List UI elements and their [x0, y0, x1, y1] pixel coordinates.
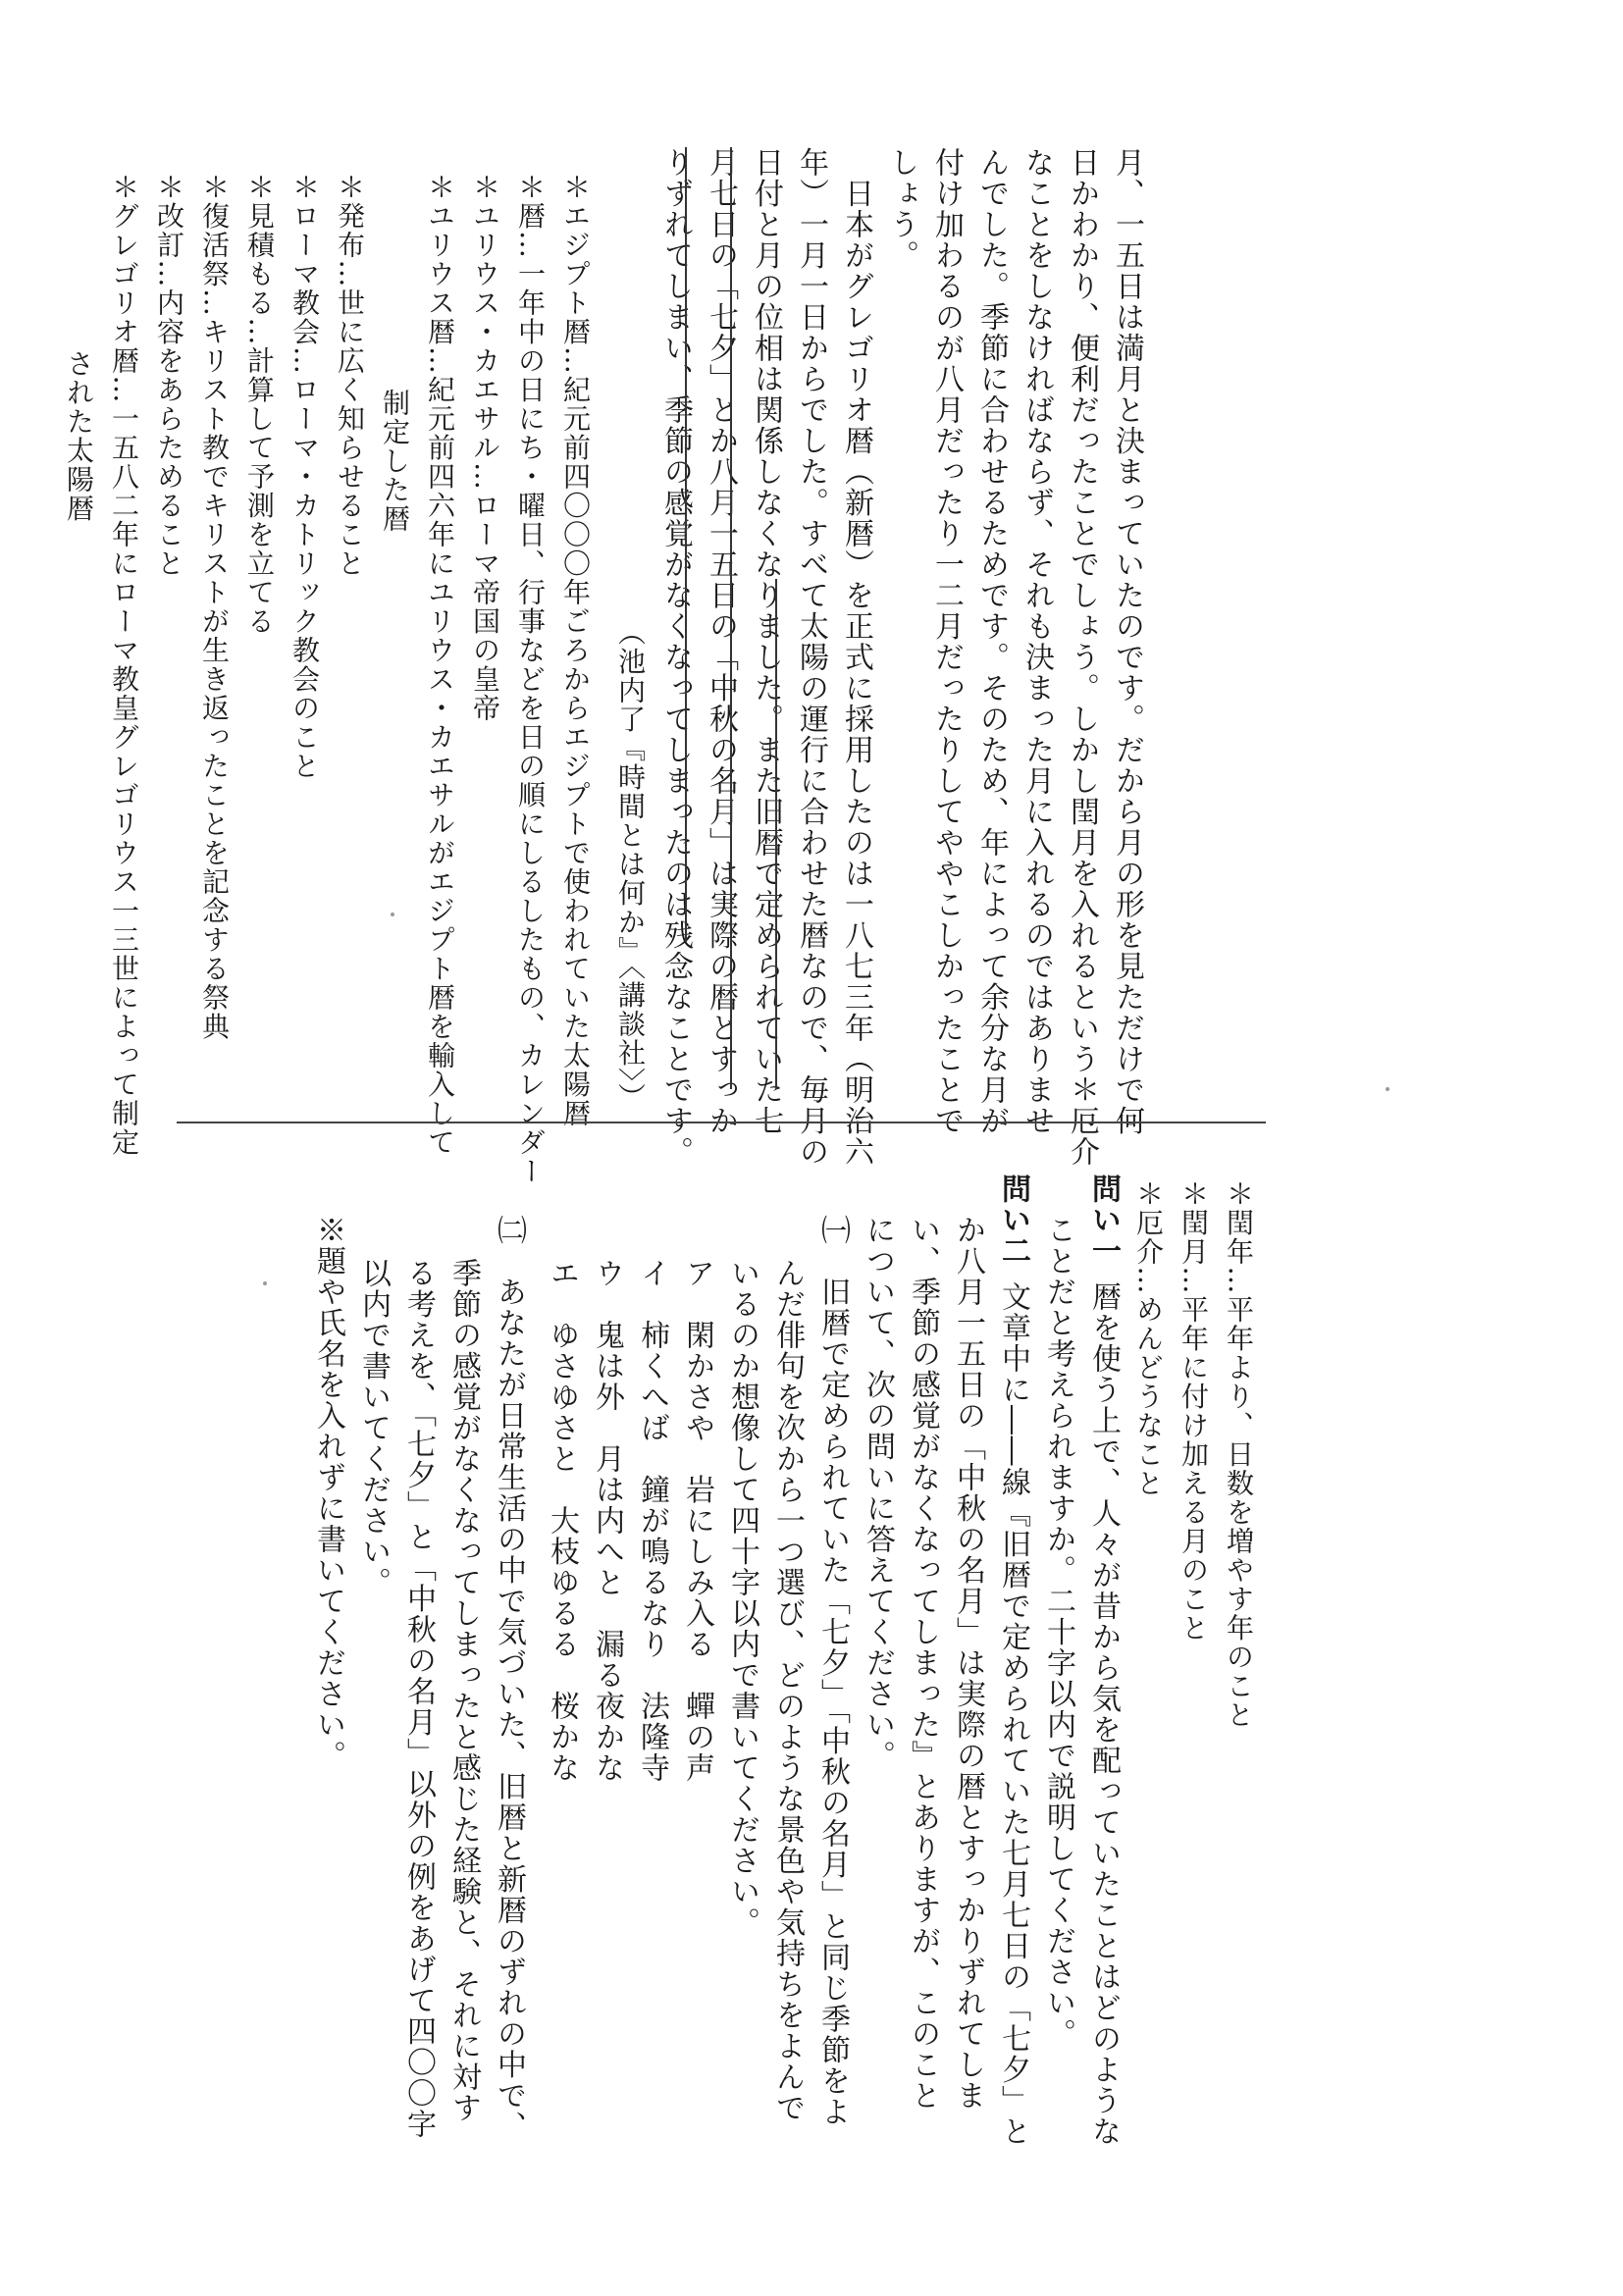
lower-note-3: ＊厄介…めんどうなこと	[1132, 1179, 1165, 1498]
passage-line-5: 付け加わるのが八月だったり一二月だったりしてややこしかったことで	[929, 147, 964, 1136]
question-1-line-2: ことだと考えられますか。二十字以内で説明してください。	[1041, 1215, 1075, 2050]
subquestion-1-line-1: ㈠ 旧暦で定められていた「七夕」「中秋の名月」と同じ季節をよ	[815, 1215, 850, 2127]
note-2: ＊暦…一年中の日にち・曜日、行事などを日の順にしるしたもの、カレンダー	[514, 173, 547, 1186]
note-10: ＊グレゴリオ暦…一五八二年にローマ教皇グレゴリウス一三世によって制定	[108, 173, 140, 1157]
note-7: ＊見積もる…計算して予測を立てる	[243, 173, 276, 636]
haiku-option-u: ウ 鬼は外 月は内へと 漏る夜かな	[590, 1258, 624, 1784]
haiku-option-e: エ ゆさゆさと 大枝ゆるる 桜かな	[545, 1258, 579, 1784]
question-2-line-2: か八月一五日の「中秋の名月」は実際の暦とすっかりずれてしま	[951, 1215, 985, 2112]
lower-note-1: ＊閏年…平年より、日数を増やす年のこと	[1223, 1179, 1255, 1730]
note-4: ＊ユリウス暦…紀元前四六年にユリウス・カエサルがエジプト暦を輸入して	[424, 173, 456, 1157]
subquestion-2-line-5: ※題や氏名を入れずに書いてください。	[311, 1215, 345, 1771]
note-6: ＊ローマ教会…ローマ・カトリック教会のこと	[288, 173, 321, 781]
note-9: ＊改訂…内容をあらためること	[153, 173, 185, 578]
subquestion-2-line-4: 以内で書いてください。	[356, 1258, 391, 1598]
underline-mark-1	[775, 579, 777, 1089]
haiku-option-a: ア 閑かさや 岩にしみ入る 蟬の声	[680, 1258, 714, 1784]
underline-mark-3	[685, 147, 687, 942]
passage-line-4: んでした。季節に合わせるためです。そのため、年によって余分な月が	[974, 147, 1009, 1136]
passage-line-8: 年）一月一日からでした。すべて太陽の運行に合わせた暦なので、毎月の	[794, 147, 828, 1168]
haiku-option-i: イ 柿くへば 鐘が鳴るなり 法隆寺	[635, 1258, 669, 1784]
scan-speck	[391, 913, 394, 916]
subquestion-2-line-3: る考えを、「七夕」と「中秋の名月」以外の例をあげて四〇〇字	[401, 1258, 436, 2140]
note-8: ＊復活祭…キリスト教でキリストが生き返ったことを記念する祭典	[198, 173, 231, 1041]
question-1-label: 問い一	[1086, 1174, 1121, 1267]
lower-note-2: ＊閏月…平年に付け加える月のこと	[1178, 1179, 1210, 1643]
question-2-line-1: 文章中に――線『旧暦で定められていた七月七日の「七夕」と	[996, 1281, 1030, 2147]
passage-line-7: 日本がグレゴリオ暦（新暦）を正式に採用したのは一八七三年（明治六	[839, 147, 873, 1168]
subquestion-2-line-1: ㈡ あなたが日常生活の中で気づいた、旧暦と新暦のずれの中で、	[492, 1215, 526, 2142]
question-1-line-1: 暦を使う上で、人々が昔から気を配っていたことはどのような	[1086, 1281, 1121, 2147]
note-3: ＊ユリウス・カエサル…ローマ帝国の皇帝	[469, 173, 501, 723]
scan-speck	[263, 1281, 267, 1285]
subquestion-2-line-2: 季節の感覚がなくなってしまったと感じた経験と、それに対す	[446, 1258, 481, 2123]
note-10-cont: された太陽暦	[63, 349, 95, 523]
subquestion-1-line-3: いるのか想像して四十字以内で書いてください。	[725, 1258, 759, 1938]
passage-line-2: 日かわかり、便利だったことでしょう。しかし閏月を入れるという＊厄介	[1065, 147, 1099, 1168]
section-divider	[177, 1122, 1266, 1123]
question-2-line-3: い、季節の感覚がなくなってしまった』とありますが、このこと	[906, 1215, 940, 2112]
question-2-line-4: について、次の問いに答えてください。	[861, 1215, 895, 1771]
passage-line-3: なことをしなければならず、それも決まった月に入れるのではありませ	[1020, 147, 1054, 1136]
note-1: ＊エジプト暦…紀元前四〇〇〇年ごろからエジプトで使われていた太陽暦	[559, 173, 592, 1128]
passage-line-6: しょう。	[884, 147, 918, 271]
passage-source: （池内了『時間とは何か』〈講談社〉）	[614, 618, 647, 1112]
passage-line-1: 月、一五日は満月と決まっていたのです。だから月の形を見ただけで何	[1110, 147, 1144, 1136]
underline-mark-2	[730, 147, 732, 1089]
passage-line-11: りずれてしまい、季節の感覚がなくなってしまったのは残念なことです。	[658, 147, 693, 1168]
question-2-label: 問い二	[996, 1174, 1030, 1267]
note-5: ＊発布…世に広く知らせること	[334, 173, 366, 578]
passage-line-9: 日付と月の位相は関係しなくなりました。また旧暦で定められていた七	[749, 147, 783, 1136]
passage-line-10: 月七日の「七夕」とか八月一五日の「中秋の名月」は実際の暦とすっか	[704, 147, 738, 1136]
subquestion-1-line-2: んだ俳句を次から一つ選び、どのような景色や気持ちをよんで	[770, 1258, 805, 2123]
note-4-cont: 制定した暦	[379, 389, 411, 534]
scan-speck	[1386, 1087, 1389, 1091]
